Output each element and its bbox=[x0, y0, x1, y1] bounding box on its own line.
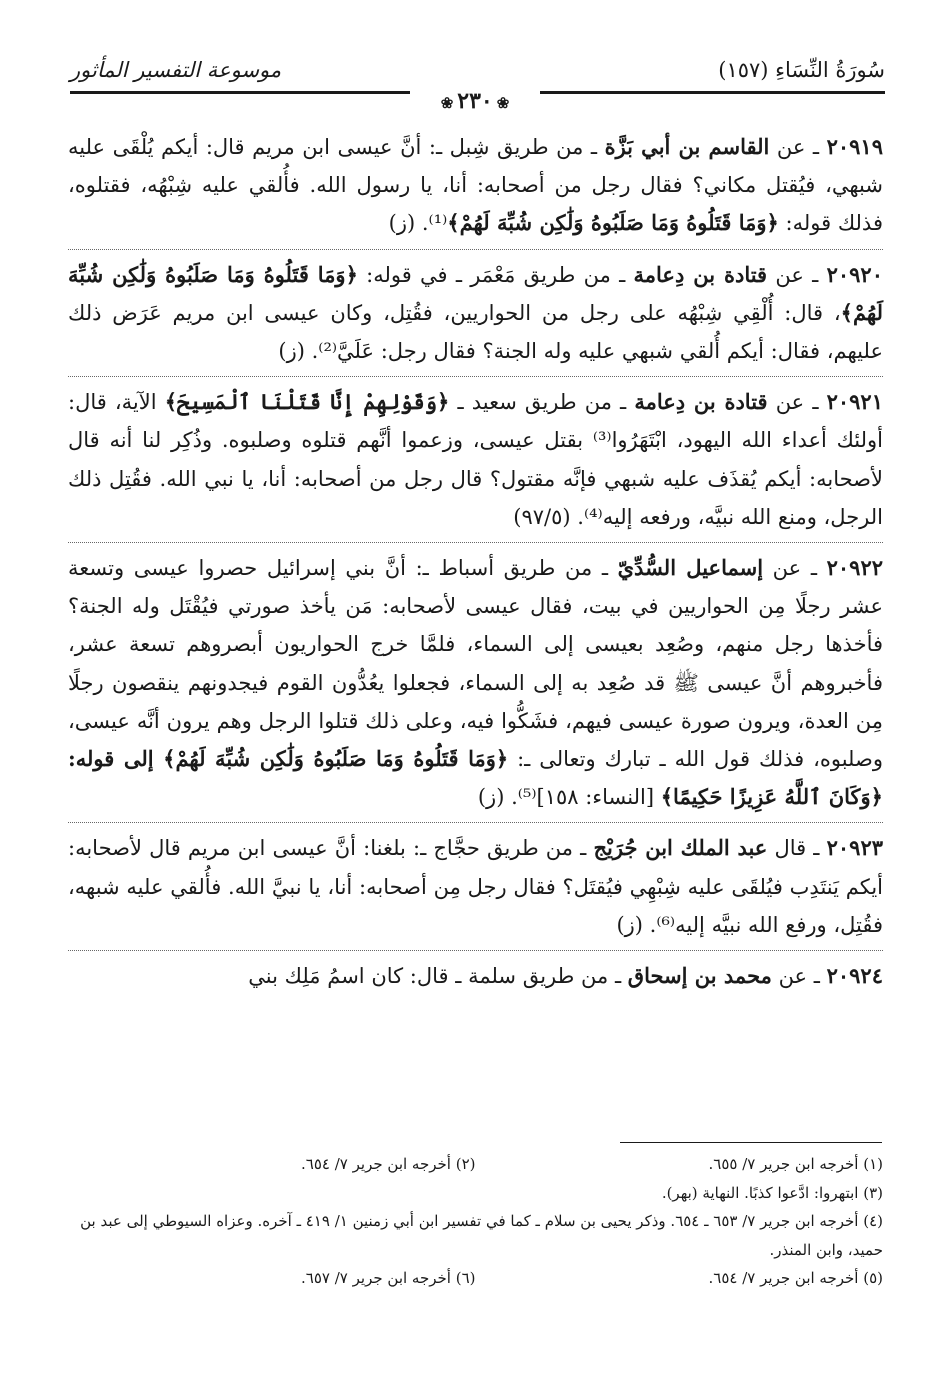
source-tag: (ز) bbox=[278, 339, 305, 364]
source-tag: (ز) bbox=[477, 785, 505, 810]
narration-entry bbox=[68, 829, 883, 951]
narration-prefix: ـ عن bbox=[769, 135, 827, 159]
surah-title: سُورَةُ النِّسَاءِ (١٥٧) bbox=[718, 58, 885, 82]
footnote-row bbox=[68, 1150, 883, 1179]
footnote-separator bbox=[620, 1142, 882, 1143]
footnote-6: (٦) أخرجه ابن جرير ٧/ ٦٥٧. bbox=[301, 1269, 476, 1287]
ornament-icon: ❀ bbox=[496, 94, 510, 112]
narration-text: ، قال: أُلْقِي شِبْهُه على رجل من الحواريين، فقُتِل، وكان عيسى ابن مريم عَرَض ذلك عليهم، فقال: أيكم أُلقي شبهي عليه وله الجنة؟ فقال رجل: عَلَيَّ⁽²⁾. bbox=[68, 300, 883, 364]
quran-quote: ﴿وَمَا قَتَلُوهُ وَمَا صَلَبُوهُ وَلَٰكِن شُبِّهَ لَهُمْ﴾ إلى قوله: ﴿وَكَانَ ٱللَّهُ عَزِيزًا حَكِيمًا﴾ bbox=[68, 746, 883, 810]
narrator-name: القاسم بن أبي بَزَّة bbox=[604, 134, 770, 159]
footnote-2: (٢) أخرجه ابن جرير ٧/ ٦٥٤. bbox=[301, 1155, 476, 1173]
narrator-name: إسماعيل السُّدِّيّ bbox=[617, 555, 764, 581]
footnotes bbox=[68, 1150, 883, 1293]
quran-quote: ﴿وَمَا قَتَلُوهُ وَمَا صَلَبُوهُ وَلَٰكِن شُبِّهَ لَهُمْ﴾ bbox=[447, 210, 779, 236]
footnote-row bbox=[68, 1264, 883, 1293]
narration-entry bbox=[68, 256, 883, 378]
footnote-3: (٣) ابتهروا: ادَّعوا كذبًا. النهاية (بهر). bbox=[661, 1183, 883, 1202]
narrator-name: قتادة بن دِعامة bbox=[634, 389, 768, 415]
narration-text: ـ من طريق سعيد ـ bbox=[449, 390, 635, 415]
narration-number: ٢٠٩٢٤ bbox=[826, 963, 883, 989]
narration-text: ـ من طريق حجَّاج ـ: بلغنا: أنَّ عيسى ابن مريم قال لأصحابه: أيكم يَنتَدِب فيُلقَى عليه شِبْهِي فيُقتَل؟ فقال رجل مِن أصحابه: أنا، يا نبيَّ الله. فأُلقي عليه شبهه، فقُتِل، ورفع الله نبيَّه إليه⁽⁶⁾. bbox=[68, 836, 883, 937]
page-number-value: ٢٣٠ bbox=[457, 88, 493, 114]
narration-number: ٢٠٩٢٠ bbox=[826, 261, 883, 287]
narration-prefix: ـ قال bbox=[767, 836, 827, 861]
narration-number: ٢٠٩٢٢ bbox=[826, 555, 884, 581]
narrator-name: عبد الملك ابن جُرَيْج bbox=[593, 835, 768, 861]
narration-text: ـ من طريق أسباط ـ: أنَّ بني إسرائيل حصروا عيسى وتسعة عشر رجلًا مِن الحواريين في بيت، فقال عيسى لأصحابه: مَن يأخذ صورتي فيُقْتَل وله الجنة؟ فأخذها رجل منهم، وصُعِد بعيسى إلى السماء، فلمَّا خرج الحواريون أبصروهم تسعة عشر، فأخبروهم أنَّ عيسى ﷺ قد صُعِد به إلى السماء، فجعلوا يعُدُّون القوم فيجدونهم ينقصون رجلًا مِن العدة، ويرون صورة عيسى فيهم، فشَكُّوا فيه، وعلى ذلك قتلوا الرجل وهم يرون أنَّه عيسى، وصلبوه، فذلك قول الله ـ تبارك وتعالى ـ: bbox=[68, 556, 883, 772]
narration-entry bbox=[68, 383, 883, 543]
footnote-row bbox=[68, 1207, 883, 1264]
narration-text: ـ من طريق شِبل ـ: أنَّ عيسى ابن مريم قال: أيكم يُلْقَى عليه شبهي، فيُقتل مكاني؟ فقال رجل من أصحابه: أنا، يا رسول الله. فأُلقي عليه شِبْهُه، فقتلوه، فذلك قوله: bbox=[68, 135, 883, 236]
narration-prefix: ـ عن bbox=[767, 262, 827, 287]
narration-text: ـ من طريق سلمة ـ قال: كان اسمُ مَلِك بني bbox=[248, 964, 628, 989]
footnote-1: (١) أخرجه ابن جرير ٧/ ٦٥٥. bbox=[708, 1155, 883, 1173]
source-tag: (٩٧/٥) bbox=[513, 504, 571, 529]
narration-text: ـ من طريق مَعْمَر ـ في قوله: bbox=[357, 262, 634, 287]
ornament-icon: ❀ bbox=[440, 94, 454, 112]
narration-number: ٢٠٩١٩ bbox=[826, 134, 883, 159]
narration-entry bbox=[68, 957, 883, 1001]
page-number bbox=[410, 88, 540, 114]
narration-entry bbox=[68, 549, 883, 823]
narration-text: ⁽¹⁾. bbox=[415, 211, 448, 236]
narration-prefix: ـ عن bbox=[763, 556, 827, 581]
narration-text: [النساء: ١٥٨]⁽⁵⁾. bbox=[504, 785, 661, 810]
narration-entry bbox=[68, 128, 883, 250]
footnote-row bbox=[68, 1179, 883, 1208]
narration-number: ٢٠٩٢٣ bbox=[826, 835, 884, 861]
narration-prefix: ـ عن bbox=[771, 964, 827, 989]
book-title: موسوعة التفسير المأثور bbox=[70, 58, 282, 82]
narration-number: ٢٠٩٢١ bbox=[826, 389, 883, 415]
footnote-4: (٤) أخرجه ابن جرير ٧/ ٦٥٣ ـ ٦٥٤. وذكر يحيى بن سلام ـ كما في تفسير ابن أبي زمنين ١/ ٤١٩ ـ آخره. وعزاه السيوطي إلى عبد بن حميد، وابن المنذر. bbox=[80, 1212, 883, 1259]
source-tag: (ز) bbox=[388, 211, 416, 236]
quran-quote: ﴿وَقَوْلِهِمْ إِنَّا قَتَلْنَا ٱلْمَسِيحَ﴾ bbox=[164, 389, 450, 415]
page-body bbox=[68, 128, 883, 1007]
narrator-name: محمد بن إسحاق bbox=[627, 963, 772, 989]
footnote-5: (٥) أخرجه ابن جرير ٧/ ٦٥٤. bbox=[708, 1269, 883, 1287]
narration-text: الآية، قال: أولئك أعداء الله اليهود، ابْتَهَرُوا⁽³⁾ بقتل عيسى، وزعموا أنَّهم قتلوه وصلبوه. وذُكِر لنا أنه قال لأصحابه: أيكم يُقذَف عليه شبهي فإنَّه مقتول؟ قال رجل من أصحابه: أنا، يا نبي الله. فقُتِل ذلك الرجل، ومنع الله نبيَّه، ورفعه إليه⁽⁴⁾. bbox=[68, 390, 883, 529]
source-tag: (ز) bbox=[616, 912, 643, 937]
narration-prefix: ـ عن bbox=[767, 390, 827, 415]
quran-quote: ﴿وَمَا قَتَلُوهُ وَمَا صَلَبُوهُ وَلَٰكِن شُبِّهَ لَهُمْ﴾ bbox=[68, 261, 883, 325]
narrator-name: قتادة بن دِعامة bbox=[633, 261, 768, 287]
